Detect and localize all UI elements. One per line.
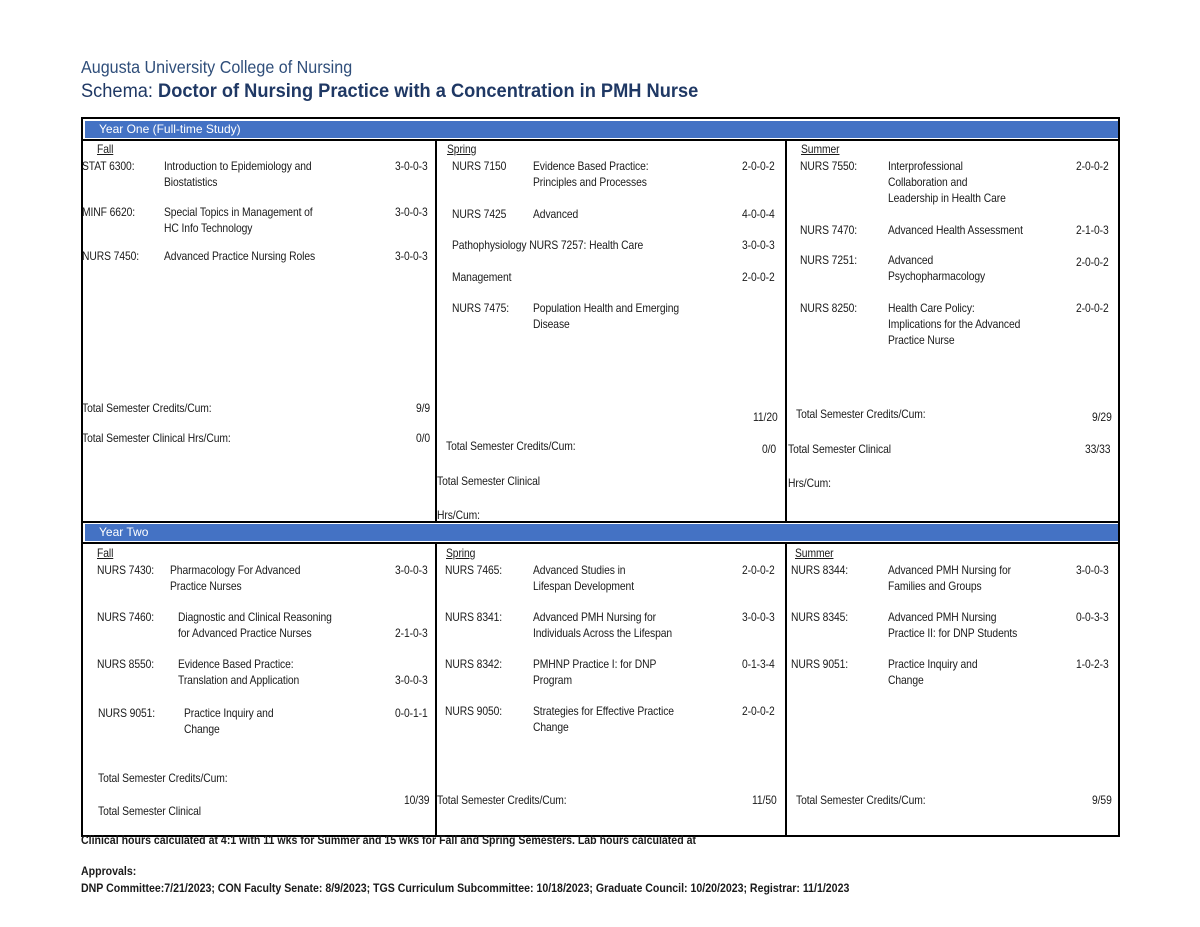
divider xyxy=(83,139,1118,141)
total-credits-label: Total Semester Credits/Cum: xyxy=(98,771,228,785)
total-clinical-label: Total Semester Clinical xyxy=(788,442,891,456)
semester-label-summer: Summer xyxy=(801,142,840,156)
course-code: STAT 6300: xyxy=(82,159,135,173)
schema-label: Schema: xyxy=(81,81,153,102)
year-two-band: Year Two xyxy=(85,524,1118,541)
semester-label-fall: Fall xyxy=(97,142,114,156)
approvals-label: Approvals: xyxy=(81,866,137,878)
course-code: NURS 7150 xyxy=(452,159,507,173)
total-clinical-value: 33/33 xyxy=(1085,442,1111,456)
course-credits: 4-0-0-4 xyxy=(742,207,775,221)
course-code: NURS 9051: xyxy=(98,706,156,720)
total-credits-label: Total Semester Credits/Cum: xyxy=(796,793,926,807)
course-code: NURS 9050: xyxy=(445,704,503,718)
total-credits-label: Total Semester Credits/Cum: xyxy=(82,401,212,415)
course-title: Special Topics in Management of HC Info Technology xyxy=(164,205,313,235)
total-credits-value: 9/9 xyxy=(416,401,431,415)
course-title: Practice Inquiry and Change xyxy=(184,706,274,736)
total-credits-value: 9/59 xyxy=(1092,793,1112,807)
course-credits: 3-0-0-3 xyxy=(395,563,428,577)
total-credits-value: 11/50 xyxy=(752,793,777,807)
schema-title xyxy=(81,81,698,103)
course-code: NURS 7470: xyxy=(800,223,858,237)
course-code: NURS 8342: xyxy=(445,657,503,671)
column-divider xyxy=(785,139,787,521)
course-credits: 3-0-0-3 xyxy=(395,159,428,173)
course-code: NURS 8341: xyxy=(445,610,503,624)
course-title: Advanced PMH Nursing for Individuals Across the Lifespan xyxy=(533,610,673,640)
course-credits: 3-0-0-3 xyxy=(742,238,775,252)
total-credits-label: Total Semester Credits/Cum: xyxy=(446,439,576,453)
course-credits: 2-0-0-2 xyxy=(1076,301,1109,315)
course-credits: 2-0-0-2 xyxy=(742,704,775,718)
course-title: Interprofessional Collaboration and Leadership in Health Care xyxy=(888,159,1006,205)
course-credits: 2-1-0-3 xyxy=(1076,223,1109,237)
course-credits: 3-0-0-3 xyxy=(742,610,775,624)
course-title: Advanced xyxy=(533,207,579,221)
course-code: NURS 7460: xyxy=(97,610,155,624)
course-credits: 3-0-0-3 xyxy=(395,673,428,687)
course-credits: 2-0-0-2 xyxy=(1076,255,1109,269)
course-code: NURS 7425 xyxy=(452,207,507,221)
course-code: NURS 7251: xyxy=(800,253,858,267)
course-title: Advanced PMH Nursing for Families and Groups xyxy=(888,563,1011,593)
course-credits: 3-0-0-3 xyxy=(395,205,428,219)
semester-label-fall: Fall xyxy=(97,546,114,560)
course-credits: 2-0-0-2 xyxy=(742,159,775,173)
course-code: NURS 7430: xyxy=(97,563,155,577)
total-credits-label: Total Semester Credits/Cum: xyxy=(437,793,567,807)
course-code: NURS 9051: xyxy=(791,657,849,671)
course-title: Pharmacology For Advanced Practice Nurses xyxy=(170,563,301,593)
total-clinical-label: Total Semester Clinical xyxy=(437,474,540,488)
semester-label-summer: Summer xyxy=(795,546,834,560)
total-credits-value: 9/29 xyxy=(1092,410,1112,424)
semester-label-spring: Spring xyxy=(447,142,477,156)
course-code: NURS 8550: xyxy=(97,657,155,671)
institution-heading: Augusta University College of Nursing xyxy=(81,57,353,77)
total-credits-value: 11/20 xyxy=(753,410,778,424)
course-title: Advanced Practice Nursing Roles xyxy=(164,249,316,263)
course-title: Advanced PMH Nursing Practice II: for DNP Students xyxy=(888,610,1018,640)
course-credits: 3-0-0-3 xyxy=(395,249,428,263)
total-clinical-label: Total Semester Clinical Hrs/Cum: xyxy=(82,431,231,445)
course-credits: 2-0-0-2 xyxy=(742,563,775,577)
total-clinical-value: 0/0 xyxy=(762,442,777,456)
course-credits: 0-0-1-1 xyxy=(395,706,428,720)
course-code: NURS 8345: xyxy=(791,610,849,624)
course-title: Evidence Based Practice: Principles and Processes xyxy=(533,159,649,189)
course-credits: 0-0-3-3 xyxy=(1076,610,1109,624)
course-title: Advanced Health Assessment xyxy=(888,223,1023,237)
total-credits-value: 10/39 xyxy=(404,793,430,807)
total-clinical-label: Total Semester Clinical xyxy=(98,804,201,818)
clinical-hours-note: Clinical hours calculated at 4:1 with 11 wks for Summer and 15 wks for Fall and Spring Semesters. Lab hours calculated at xyxy=(81,835,697,847)
course-title: Pathophysiology NURS 7257: Health Care xyxy=(452,238,644,252)
course-title: Introduction to Epidemiology and Biostatistics xyxy=(164,159,312,189)
course-title: Advanced Studies in Lifespan Development xyxy=(533,563,634,593)
course-code: NURS 7450: xyxy=(82,249,140,263)
course-credits: 0-1-3-4 xyxy=(742,657,775,671)
total-clinical-value: 0/0 xyxy=(416,431,431,445)
course-title: Population Health and Emerging Disease xyxy=(533,301,680,331)
column-divider xyxy=(435,139,437,521)
year-one-band: Year One (Full-time Study) xyxy=(85,121,1118,138)
course-title: Strategies for Effective Practice Change xyxy=(533,704,674,734)
course-code: NURS 7465: xyxy=(445,563,503,577)
total-clinical-label-cont: Hrs/Cum: xyxy=(788,476,831,490)
course-credits: 2-0-0-2 xyxy=(742,270,775,284)
course-credits: 2-0-0-2 xyxy=(1076,159,1109,173)
divider xyxy=(83,521,1118,523)
course-credits: 3-0-0-3 xyxy=(1076,563,1109,577)
course-title: Advanced Psychopharmacology xyxy=(888,253,986,283)
course-credits: 1-0-2-3 xyxy=(1076,657,1109,671)
course-code: NURS 8344: xyxy=(791,563,849,577)
course-title: Management xyxy=(452,270,512,284)
course-title: PMHNP Practice I: for DNP Program xyxy=(533,657,657,687)
total-clinical-label-cont: Hrs/Cum: xyxy=(437,508,480,522)
course-code: NURS 7550: xyxy=(800,159,858,173)
program-title: Doctor of Nursing Practice with a Concentration in PMH Nurse xyxy=(158,81,699,102)
divider xyxy=(83,542,1118,544)
course-code: NURS 7475: xyxy=(452,301,510,315)
total-credits-label: Total Semester Credits/Cum: xyxy=(796,407,926,421)
semester-label-spring: Spring xyxy=(446,546,476,560)
course-title: Health Care Policy: Implications for the Advanced Practice Nurse xyxy=(888,301,1021,347)
course-credits: 2-1-0-3 xyxy=(395,626,428,640)
course-code: MINF 6620: xyxy=(82,205,136,219)
course-code: NURS 8250: xyxy=(800,301,858,315)
course-title: Diagnostic and Clinical Reasoning for Advanced Practice Nurses xyxy=(178,610,332,640)
approvals-list: DNP Committee:7/21/2023; CON Faculty Senate: 8/9/2023; TGS Curriculum Subcommittee: 10/18/2023; Graduate Council: 10/20/2023; Registrar: 11/1/2023 xyxy=(81,883,850,895)
course-title: Practice Inquiry and Change xyxy=(888,657,978,687)
course-title: Evidence Based Practice: Translation and Application xyxy=(178,657,300,687)
column-divider xyxy=(785,542,787,837)
